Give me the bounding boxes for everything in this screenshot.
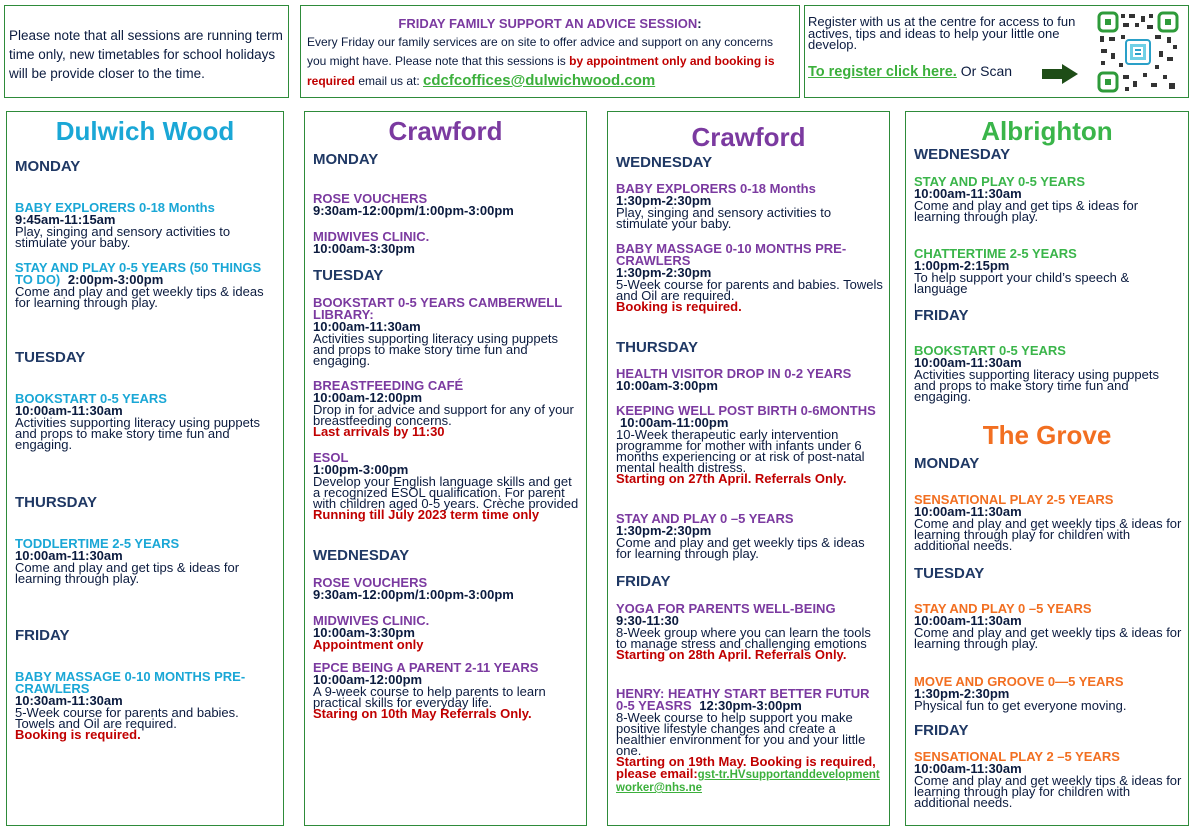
centre-name: Dulwich Wood xyxy=(55,116,235,146)
session-title-text: BABY EXPLORERS 0-18 Months xyxy=(15,200,215,215)
session-title-text: EPCE BEING A PARENT 2-11 YEARS xyxy=(313,660,539,675)
session-title xyxy=(616,243,883,267)
session-time: 9:30am-12:00pm/1:00pm-3:00pm xyxy=(313,587,514,602)
session-title-text: KEEPING WELL POST BIRTH 0-6MONTHS xyxy=(616,403,876,418)
session-title-text: HEALTH VISITOR DROP IN 0-2 YEARS xyxy=(616,366,852,381)
session-time: 1:30pm-2:30pm xyxy=(616,193,712,208)
session-title-text: SENSATIONAL PLAY 2 –5 YEARS xyxy=(914,749,1120,764)
session-title xyxy=(15,671,277,695)
session-breastfeeding-caf xyxy=(313,380,580,438)
friday-advice-body: Every Friday our family services are on site to offer advice and support on any concerns you might have. Please note that this sessions is xyxy=(307,35,774,68)
session-toddlertime-2-5-years xyxy=(15,538,277,584)
session-time: 10:00am-11:30am xyxy=(914,504,1022,519)
or-scan-text: Or Scan xyxy=(956,63,1013,79)
day-heading-tuesday: TUESDAY xyxy=(15,349,86,366)
session-note xyxy=(313,639,580,651)
session-time: 10:00am-12:00pm xyxy=(313,390,423,405)
session-note xyxy=(616,649,883,661)
session-time: 10:00am-11:30am xyxy=(313,319,421,334)
session-baby-massage-0-10-months-pre-crawlers xyxy=(616,243,883,313)
day-heading-thursday: THURSDAY xyxy=(616,339,698,356)
friday-advice-text xyxy=(307,33,795,91)
session-title xyxy=(616,405,883,429)
session-description: 5-Week course for parents and babies. Towels and Oil are required. xyxy=(15,705,239,731)
session-note-text: Running till July 2023 term time only xyxy=(313,507,540,522)
day-heading-friday: FRIDAY xyxy=(15,627,70,644)
session-rose-vouchers xyxy=(313,577,580,601)
day-heading-wednesday: WEDNESDAY xyxy=(616,154,713,171)
session-description: Come and play and get weekly tips & ideas for learning through play. xyxy=(15,284,264,310)
session-note xyxy=(616,756,883,794)
session-description: Come and play and get weekly tips & ideas for learning through play for children with additional needs. xyxy=(914,516,1182,553)
session-title-text: MOVE AND GROOVE 0—5 YEARS xyxy=(914,674,1124,689)
session-title-text: CHATTERTIME 2-5 YEARS xyxy=(914,246,1077,261)
term-time-notice-box xyxy=(4,5,289,98)
session-move-and-groove-0-5-years xyxy=(914,676,1182,711)
column-crawford-monday-tuesday xyxy=(304,111,587,826)
friday-advice-title-colon: : xyxy=(697,16,702,31)
register-link[interactable]: To register click here. xyxy=(808,64,957,80)
session-description: Drop in for advice and support for any of your breastfeeding concerns. xyxy=(313,402,574,428)
session-time: 12:30pm-3:00pm xyxy=(699,698,802,713)
session-time: 10:00am-11:30am xyxy=(15,548,123,563)
friday-advice-box xyxy=(300,5,800,98)
session-description: To help support your child’s speech & language xyxy=(914,270,1130,296)
centre-name: Crawford xyxy=(691,122,806,152)
session-time: 2:00pm-3:00pm xyxy=(67,272,164,287)
day-heading-monday: MONDAY xyxy=(15,158,81,175)
day-heading-monday: MONDAY xyxy=(313,151,379,168)
session-sensational-play-2-5-years xyxy=(914,751,1182,808)
day-heading-friday: FRIDAY xyxy=(616,573,671,590)
session-midwives-clinic xyxy=(313,615,580,651)
session-time: 1:00pm-3:00pm xyxy=(313,462,409,477)
session-description: Come and play and get weekly tips & ideas for learning through play. xyxy=(616,535,865,561)
session-time: 10:00am-3:30pm xyxy=(313,625,415,640)
session-email-link[interactable]: gst-tr.HVsupportanddevelopmentworker@nhs.ne xyxy=(616,769,880,794)
session-title xyxy=(313,297,580,321)
session-description: Come and play and get tips & ideas for learning through play. xyxy=(15,560,240,586)
qr-code-icon[interactable] xyxy=(1097,11,1179,93)
session-title-text: HENRY: HEATHY START BETTER FUTUR 0-5 YEASRS xyxy=(616,686,870,713)
session-bookstart-0-5-years xyxy=(15,393,277,450)
session-title-text: BABY EXPLORERS 0-18 Months xyxy=(616,181,816,196)
session-henry-heathy-start-better-futur-0-5-yeasrs xyxy=(616,688,883,794)
session-stay-and-play-0-5-years-50-things-to-do xyxy=(15,262,277,308)
day-heading-wednesday: WEDNESDAY xyxy=(313,547,410,564)
arrow-right-icon xyxy=(1042,64,1078,84)
session-note-text: Starting on 19th May. Booking is required, please email: xyxy=(616,754,876,781)
session-description: Develop your English language skills and get a recognized ESOL qualification. For parent with children aged 0-5 years. Crèche provided xyxy=(313,474,579,511)
friday-advice-title-text: FRIDAY FAMILY SUPPORT AN ADVICE SESSION xyxy=(398,16,698,31)
day-heading-monday: MONDAY xyxy=(914,455,980,472)
session-title-text: STAY AND PLAY 0-5 YEARS (50 THINGS TO DO) xyxy=(15,260,262,287)
session-title-text: SENSATIONAL PLAY 2-5 YEARS xyxy=(914,492,1114,507)
register-text: Register with us at the centre for access to fun actives, tips and ideas to help your little one develop. xyxy=(808,14,1076,52)
session-note-text: Booking is required. xyxy=(616,299,742,314)
session-description: Activities supporting literacy using puppets and props to make story time fun and engaging. xyxy=(914,367,1159,404)
session-description: Come and play and get weekly tips & ideas for learning through play for children with additional needs. xyxy=(914,773,1182,810)
session-title-text: BOOKSTART 0-5 YEARS xyxy=(15,391,167,406)
session-time: 10:00am-11:30am xyxy=(15,403,123,418)
session-stay-and-play-0-5-years xyxy=(914,603,1182,649)
session-title-text: YOGA FOR PARENTS WELL-BEING xyxy=(616,601,836,616)
office-email-link[interactable]: cdcfcoffices@dulwichwood.com xyxy=(423,72,656,89)
session-title-text: BREASTFEEDING CAFÉ xyxy=(313,378,464,393)
session-description: A 9-week course to help parents to learn practical skills for everyday life. xyxy=(313,684,546,710)
session-title-text: BOOKSTART 0-5 YEARS xyxy=(914,343,1066,358)
session-note-text: Starting on 27th April. Referrals Only. xyxy=(616,471,847,486)
session-note-text: Booking is required. xyxy=(15,727,141,742)
session-note-text: Starting on 28th April. Referrals Only. xyxy=(616,647,847,662)
session-note-text: Staring on 10th May Referrals Only. xyxy=(313,706,532,721)
session-time: 10:00am-11:30am xyxy=(914,613,1022,628)
term-time-notice: Please note that all sessions are running term time only, new timetables for school holidays will be provide closer to the time. xyxy=(9,28,283,81)
session-description: Activities supporting literacy using puppets and props to make story time fun and engaging. xyxy=(313,331,558,368)
sub-centre-name: The Grove xyxy=(982,420,1112,450)
session-bookstart-0-5-years-camberwell-library xyxy=(313,297,580,366)
friday-advice-email-lead: email us at: xyxy=(355,74,424,88)
session-title-text: STAY AND PLAY 0 –5 YEARS xyxy=(914,601,1092,616)
session-title-text: BABY MASSAGE 0-10 MONTHS PRE-CRAWLERS xyxy=(15,669,246,696)
session-rose-vouchers xyxy=(313,193,580,217)
day-heading-friday: FRIDAY xyxy=(914,307,969,324)
session-stay-and-play-0-5-years xyxy=(616,513,883,559)
session-description: Activities supporting literacy using puppets and props to make story time fun and engaging. xyxy=(15,415,260,452)
session-bookstart-0-5-years xyxy=(914,345,1182,402)
session-time: 9:30-11:30 xyxy=(616,613,679,628)
session-chattertime-2-5-years xyxy=(914,248,1182,294)
session-keeping-well-post-birth-0-6months xyxy=(616,405,883,485)
session-time: 10:00am-11:00pm xyxy=(620,415,729,430)
day-heading-tuesday: TUESDAY xyxy=(914,565,985,582)
session-baby-explorers-0-18-months xyxy=(616,183,883,229)
session-description: 10-Week therapeutic early intervention programme for mother with infants under 6 months experiencing or at risk of post-natal mental health distress. xyxy=(616,427,865,475)
column-crawford-wed-fri xyxy=(607,111,890,826)
day-heading-tuesday: TUESDAY xyxy=(313,267,384,284)
session-description: Play, singing and sensory activities to stimulate your baby. xyxy=(15,224,231,250)
session-time: 1:30pm-2:30pm xyxy=(616,523,712,538)
session-description: Physical fun to get everyone moving. xyxy=(914,698,1127,713)
session-health-visitor-drop-in-0-2-years xyxy=(616,368,883,392)
column-albrighton-the-grove xyxy=(905,111,1189,826)
session-time: 10:00am-12:00pm xyxy=(313,672,423,687)
session-midwives-clinic xyxy=(313,231,580,255)
session-time: 10:00am-11:30am xyxy=(914,355,1022,370)
session-stay-and-play-0-5-years xyxy=(914,176,1182,222)
appointment-highlight: by appointment only and booking is required xyxy=(307,54,775,88)
session-title-text: STAY AND PLAY 0-5 YEARS xyxy=(914,174,1085,189)
session-note xyxy=(616,301,883,313)
session-time: 9:45am-11:15am xyxy=(15,212,116,227)
session-title-text: TODDLERTIME 2-5 YEARS xyxy=(15,536,180,551)
session-baby-explorers-0-18-months xyxy=(15,202,277,248)
session-epce-being-a-parent-2-11-years xyxy=(313,662,580,720)
session-title-text: STAY AND PLAY 0 –5 YEARS xyxy=(616,511,794,526)
session-title xyxy=(15,262,277,286)
session-description: Come and play and get tips & ideas for learning through play. xyxy=(914,198,1139,224)
session-time: 10:00am-3:30pm xyxy=(313,241,415,256)
session-yoga-for-parents-well-being xyxy=(616,603,883,661)
session-description: Play, singing and sensory activities to stimulate your baby. xyxy=(616,205,832,231)
session-description: 8-Week group where you can learn the tools to manage stress and challenging emotions xyxy=(616,625,871,651)
column-dulwich-wood xyxy=(6,111,284,826)
friday-advice-title xyxy=(301,16,799,31)
session-note-text: Appointment only xyxy=(313,637,424,652)
session-time: 10:00am-3:00pm xyxy=(616,378,718,393)
session-time: 1:00pm-2:15pm xyxy=(914,258,1010,273)
session-time: 1:30pm-2:30pm xyxy=(914,686,1010,701)
session-description: 5-Week course for parents and babies. Towels and Oil are required. xyxy=(616,277,883,303)
session-note xyxy=(313,708,580,720)
day-heading-wednesday: WEDNESDAY xyxy=(914,146,1011,163)
session-time: 10:00am-11:30am xyxy=(914,186,1022,201)
session-title-text: BABY MASSAGE 0-10 MONTHS PRE-CRAWLERS xyxy=(616,241,847,268)
session-note-text: Last arrivals by 11:30 xyxy=(313,424,445,439)
session-description: 8-Week course to help support you make positive lifestyle changes and create a healthier environment for you and your little one. xyxy=(616,710,866,758)
day-heading-thursday: THURSDAY xyxy=(15,494,97,511)
session-title-text: BOOKSTART 0-5 YEARS CAMBERWELL LIBRARY: xyxy=(313,295,562,322)
session-title-text: ROSE VOUCHERS xyxy=(313,191,428,206)
session-time: 10:30am-11:30am xyxy=(15,693,123,708)
session-title-text: MIDWIVES CLINIC. xyxy=(313,613,430,628)
session-time: 1:30pm-2:30pm xyxy=(616,265,712,280)
session-time: 9:30am-12:00pm/1:00pm-3:00pm xyxy=(313,203,514,218)
centre-name: Albrighton xyxy=(981,116,1113,146)
session-time: 10:00am-11:30am xyxy=(914,761,1022,776)
centre-name: Crawford xyxy=(388,116,503,146)
session-title-text: ROSE VOUCHERS xyxy=(313,575,428,590)
session-description: Come and play and get weekly tips & ideas for learning through play. xyxy=(914,625,1182,651)
session-sensational-play-2-5-years xyxy=(914,494,1182,551)
day-heading-friday: FRIDAY xyxy=(914,722,969,739)
session-baby-massage-0-10-months-pre-crawlers xyxy=(15,671,277,741)
session-note xyxy=(616,473,883,485)
session-esol xyxy=(313,452,580,521)
session-title xyxy=(616,688,883,712)
session-title-text: MIDWIVES CLINIC. xyxy=(313,229,430,244)
session-title-text: ESOL xyxy=(313,450,349,465)
